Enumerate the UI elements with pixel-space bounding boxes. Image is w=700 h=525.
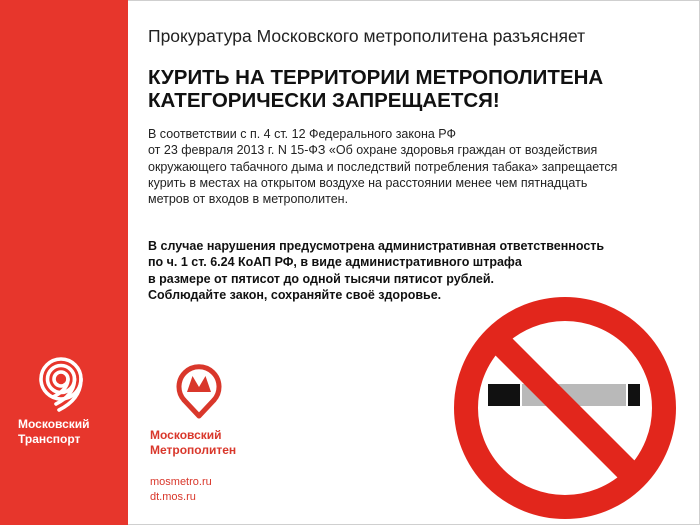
law-paragraph <box>148 126 688 207</box>
cigarette-filter <box>488 384 520 406</box>
law-line: окружающего табачного дыма и последствий потребления табака» запрещается <box>148 159 618 174</box>
penalty-line: Соблюдайте закон, сохраняйте своё здоровье. <box>148 287 442 302</box>
law-line: курить в местах на открытом воздухе на расстоянии менее чем пятнадцать <box>148 175 588 190</box>
transport-logo-line-1: Московский <box>18 417 90 431</box>
law-line: метров от входов в метрополитен. <box>148 192 349 207</box>
transport-logo-line-2: Транспорт <box>18 432 81 446</box>
cigarette-ash <box>628 384 640 406</box>
mosmetro-link[interactable]: mosmetro.ru <box>150 476 212 488</box>
law-line: от 23 февраля 2013 г. N 15-ФЗ «Об охране здоровья граждан от воздействия <box>148 143 598 158</box>
title-line: КАТЕГОРИЧЕСКИ ЗАПРЕЩАЕТСЯ! <box>148 89 500 112</box>
website-links <box>150 475 212 505</box>
notice-heading: Прокуратура Московского метрополитена разъясняет <box>148 26 586 46</box>
penalty-line: в размере от пятисот до одной тысячи пятисот рублей. <box>148 271 494 286</box>
moscow-transport-ring-icon <box>33 355 91 413</box>
metro-logo-line-2: Метрополитен <box>150 443 237 457</box>
prohibition-slash <box>495 338 635 478</box>
red-sidebar <box>0 0 128 525</box>
title-line: КУРИТЬ НА ТЕРРИТОРИИ МЕТРОПОЛИТЕНА <box>148 66 604 89</box>
law-line: В соответствии с п. 4 ст. 12 Федерального закона РФ <box>148 127 456 141</box>
penalty-line: по ч. 1 ст. 6.24 КоАП РФ, в виде административного штрафа <box>148 255 522 270</box>
moscow-transport-logo <box>18 355 108 447</box>
metro-logo-line-1: Московский <box>150 428 222 442</box>
penalty-paragraph <box>148 238 688 303</box>
moscow-metro-logo <box>150 360 236 458</box>
notice-title <box>148 66 603 112</box>
dt-mos-link[interactable]: dt.mos.ru <box>150 491 196 503</box>
metro-m-pin-icon <box>176 360 222 420</box>
no-smoking-icon <box>452 295 678 521</box>
penalty-line: В случае нарушения предусмотрена административная ответственность <box>148 239 605 253</box>
